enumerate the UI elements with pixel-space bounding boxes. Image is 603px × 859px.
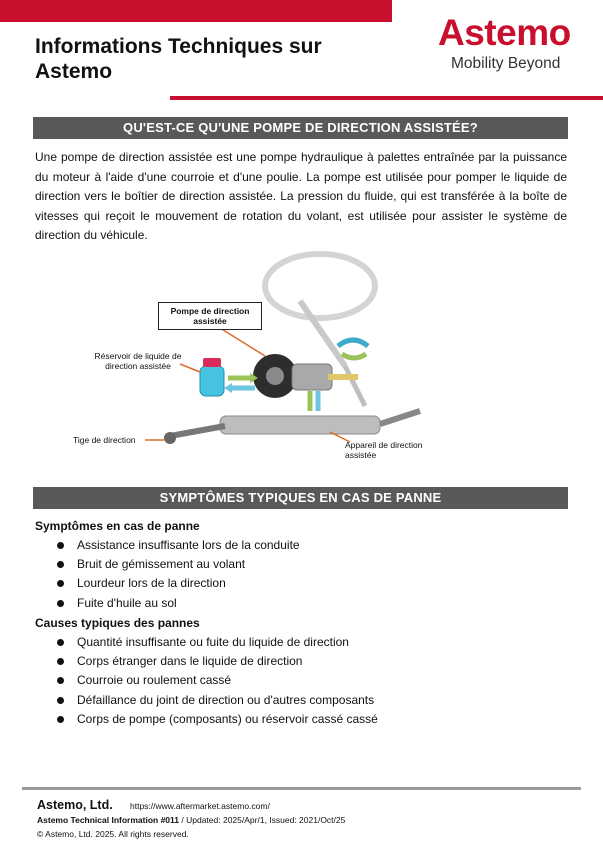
steering-column-shape	[300, 301, 345, 366]
list-item: Quantité insuffisante ou fuite du liquide de direction	[57, 633, 378, 652]
list-item: Corps étranger dans le liquide de direction	[57, 652, 378, 671]
footer-url[interactable]: https://www.aftermarket.astemo.com/	[130, 801, 270, 811]
list-item: Corps de pompe (composants) ou réservoir cassé cassé	[57, 710, 378, 729]
steering-rack-shape	[220, 416, 380, 434]
reservoir-shape	[200, 366, 224, 396]
footer-divider	[22, 787, 581, 790]
footer-copyright: © Astemo, Ltd. 2025. All rights reserved.	[37, 829, 189, 839]
list-item: Courroie ou roulement cassé	[57, 671, 378, 690]
top-accent-bar	[0, 0, 392, 22]
section-heading-what-is: QU'EST-CE QU'UNE POMPE DE DIRECTION ASSISTÉE?	[33, 117, 568, 139]
footer-dates: / Updated: 2025/Apr/1, Issued: 2021/Oct/25	[179, 815, 346, 825]
rotation-arrow-shape	[338, 340, 368, 346]
pump-label-box	[158, 302, 262, 330]
causes-list	[57, 633, 378, 729]
reservoir-label: Réservoir de liquide de direction assistée	[94, 351, 182, 371]
brand-tagline: Mobility Beyond	[451, 55, 561, 72]
footer-doc-id: Astemo Technical Information #011	[37, 815, 180, 825]
list-item: Lourdeur lors de la direction	[57, 574, 300, 593]
page-title: Informations Techniques sur Astemo	[35, 35, 322, 83]
list-item: Assistance insuffisante lors de la conduite	[57, 536, 300, 555]
symptoms-list	[57, 536, 300, 613]
list-item: Fuite d'huile au sol	[57, 594, 300, 613]
tie-rod-label: Tige de direction	[73, 435, 136, 445]
symptoms-title: Symptômes en cas de panne	[35, 519, 200, 533]
list-item: Bruit de gémissement au volant	[57, 555, 300, 574]
footer-doc-info	[37, 815, 345, 825]
header-divider	[170, 96, 603, 100]
list-item: Défaillance du joint de direction ou d'autres composants	[57, 691, 378, 710]
causes-title: Causes typiques des pannes	[35, 616, 200, 630]
intro-paragraph: Une pompe de direction assistée est une pompe hydraulique à palettes entraînée par la puissance du moteur à l'aide d'une courroie et d'une poulie. La pompe est utilisée pour pomper le liquide de direction vers le boîtier de direction assistée. La pression du fluide, qui est transférée à la boîte de vitesses qui reçoit le mouvement de rotation du volant, est utilisée pour assister le système de direction du véhicule.	[35, 150, 567, 242]
brand-logo: Astemo	[438, 12, 571, 53]
section-heading-symptoms: SYMPTÔMES TYPIQUES EN CAS DE PANNE	[33, 487, 568, 509]
steering-gear-label: Appareil de direction assistée	[345, 440, 423, 460]
pump-label: Pompe de direction assistée	[170, 306, 250, 326]
tie-rod-shape	[170, 426, 225, 436]
footer-brand: Astemo, Ltd.	[37, 798, 113, 812]
steering-wheel-shape	[265, 254, 375, 318]
